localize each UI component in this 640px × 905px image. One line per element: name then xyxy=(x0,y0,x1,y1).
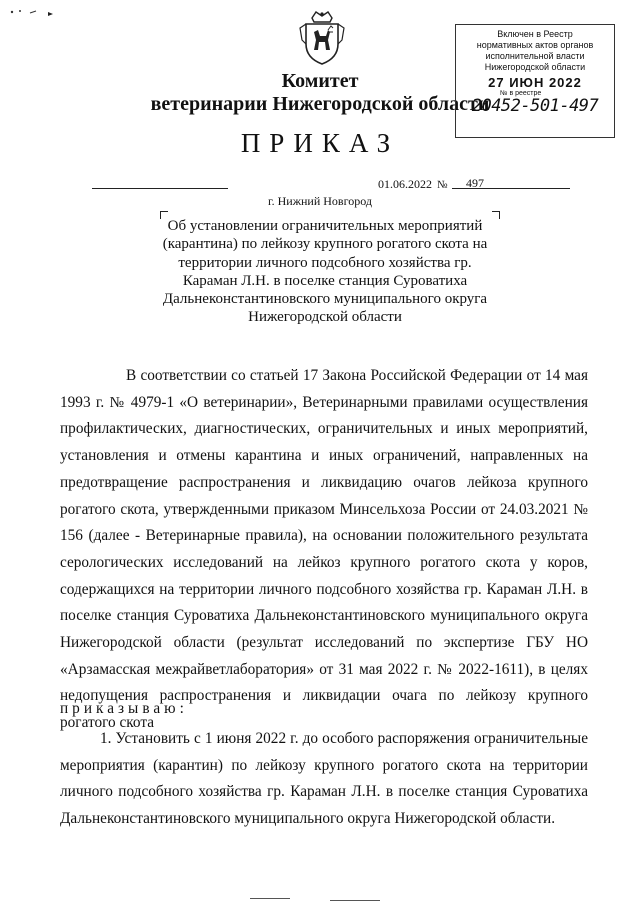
stamp-line: Включен в Реестр xyxy=(497,29,573,39)
stamp-line: исполнительной власти xyxy=(485,51,585,61)
organization-name-line2: ветеринарии Нижегородской области xyxy=(150,93,490,115)
order-item-1: 1. Установить с 1 июня 2022 г. до особого распоряжения ограничительные мероприятия (карантин) по лейкозу крупного рогатого скота на территории личного подсобного хозяйства гр. Караман Л.Н. в поселке станция Суроватиха Дальнеконстантиновского муниципального округа Нижегородской области. xyxy=(60,730,588,828)
preamble-paragraph: В соответствии со статьей 17 Закона Российской Федерации от 14 мая 1993 г. № 4979-1 «О ветеринарии», Ветеринарными правилами осуществления профилактических, диагностических, ограничительных и иных мероприятий, установления и отмены карантина и иных ограничений, направленных на предотвращение распространения и ликвидацию очагов лейкоза крупного рогатого скота, утвержденными приказом Минсельхоза России от 24.03.2021 № 156 (далее - Ветеринарные правила), на основании положительного результата серологических исследований на лейкоз крупного рогатого скота у коров, содержащихся на территории личного подсобного хозяйства гр. Караман Л.Н. в поселке станция Суроватиха Дальнеконстантиновского муниципального округа Нижегородской области (результат исследований по экспертизе ГБУ НО «Арзамасская межрайветлаборатория» от 31 мая 2022 г. № 2022-1611), в целях недопущения распространения и ликвидации очага по лейкозу крупного рогатого скота xyxy=(60,367,588,732)
document-number: 497 xyxy=(466,176,484,190)
signature-underline xyxy=(92,188,228,189)
stamp-registry-number: 20452-501-497 xyxy=(471,96,599,116)
document-date: 01.06.2022 xyxy=(378,177,432,191)
stamp-date: 27 ИЮН 2022 xyxy=(488,75,582,90)
document-title: ПРИКАЗ xyxy=(240,128,400,158)
subject-bracket-right xyxy=(492,211,500,219)
scan-mark xyxy=(8,4,68,20)
scan-mark xyxy=(330,900,380,901)
coat-of-arms-icon xyxy=(298,10,346,66)
stamp-line: нормативных актов органов xyxy=(476,40,594,50)
organization-name-line1: Комитет xyxy=(281,70,359,92)
stamp-registry-label: № в реестре xyxy=(500,90,542,97)
registry-stamp xyxy=(455,24,615,138)
order-word: приказываю: xyxy=(60,700,188,717)
scan-mark xyxy=(250,898,290,899)
stamp-line: Нижегородской области xyxy=(484,62,586,72)
number-sign: № xyxy=(437,179,448,191)
document-subject: Об установлении ограничительных мероприятий (карантина) по лейкозу крупного рогатого скота на территории личного подсобного хозяйства гр. Караман Л.Н. в поселке станция Суроватиха Дальнеконстантиновского муниципального округа Нижегородской области xyxy=(162,218,488,326)
document-city: г. Нижний Новгород xyxy=(268,194,372,208)
